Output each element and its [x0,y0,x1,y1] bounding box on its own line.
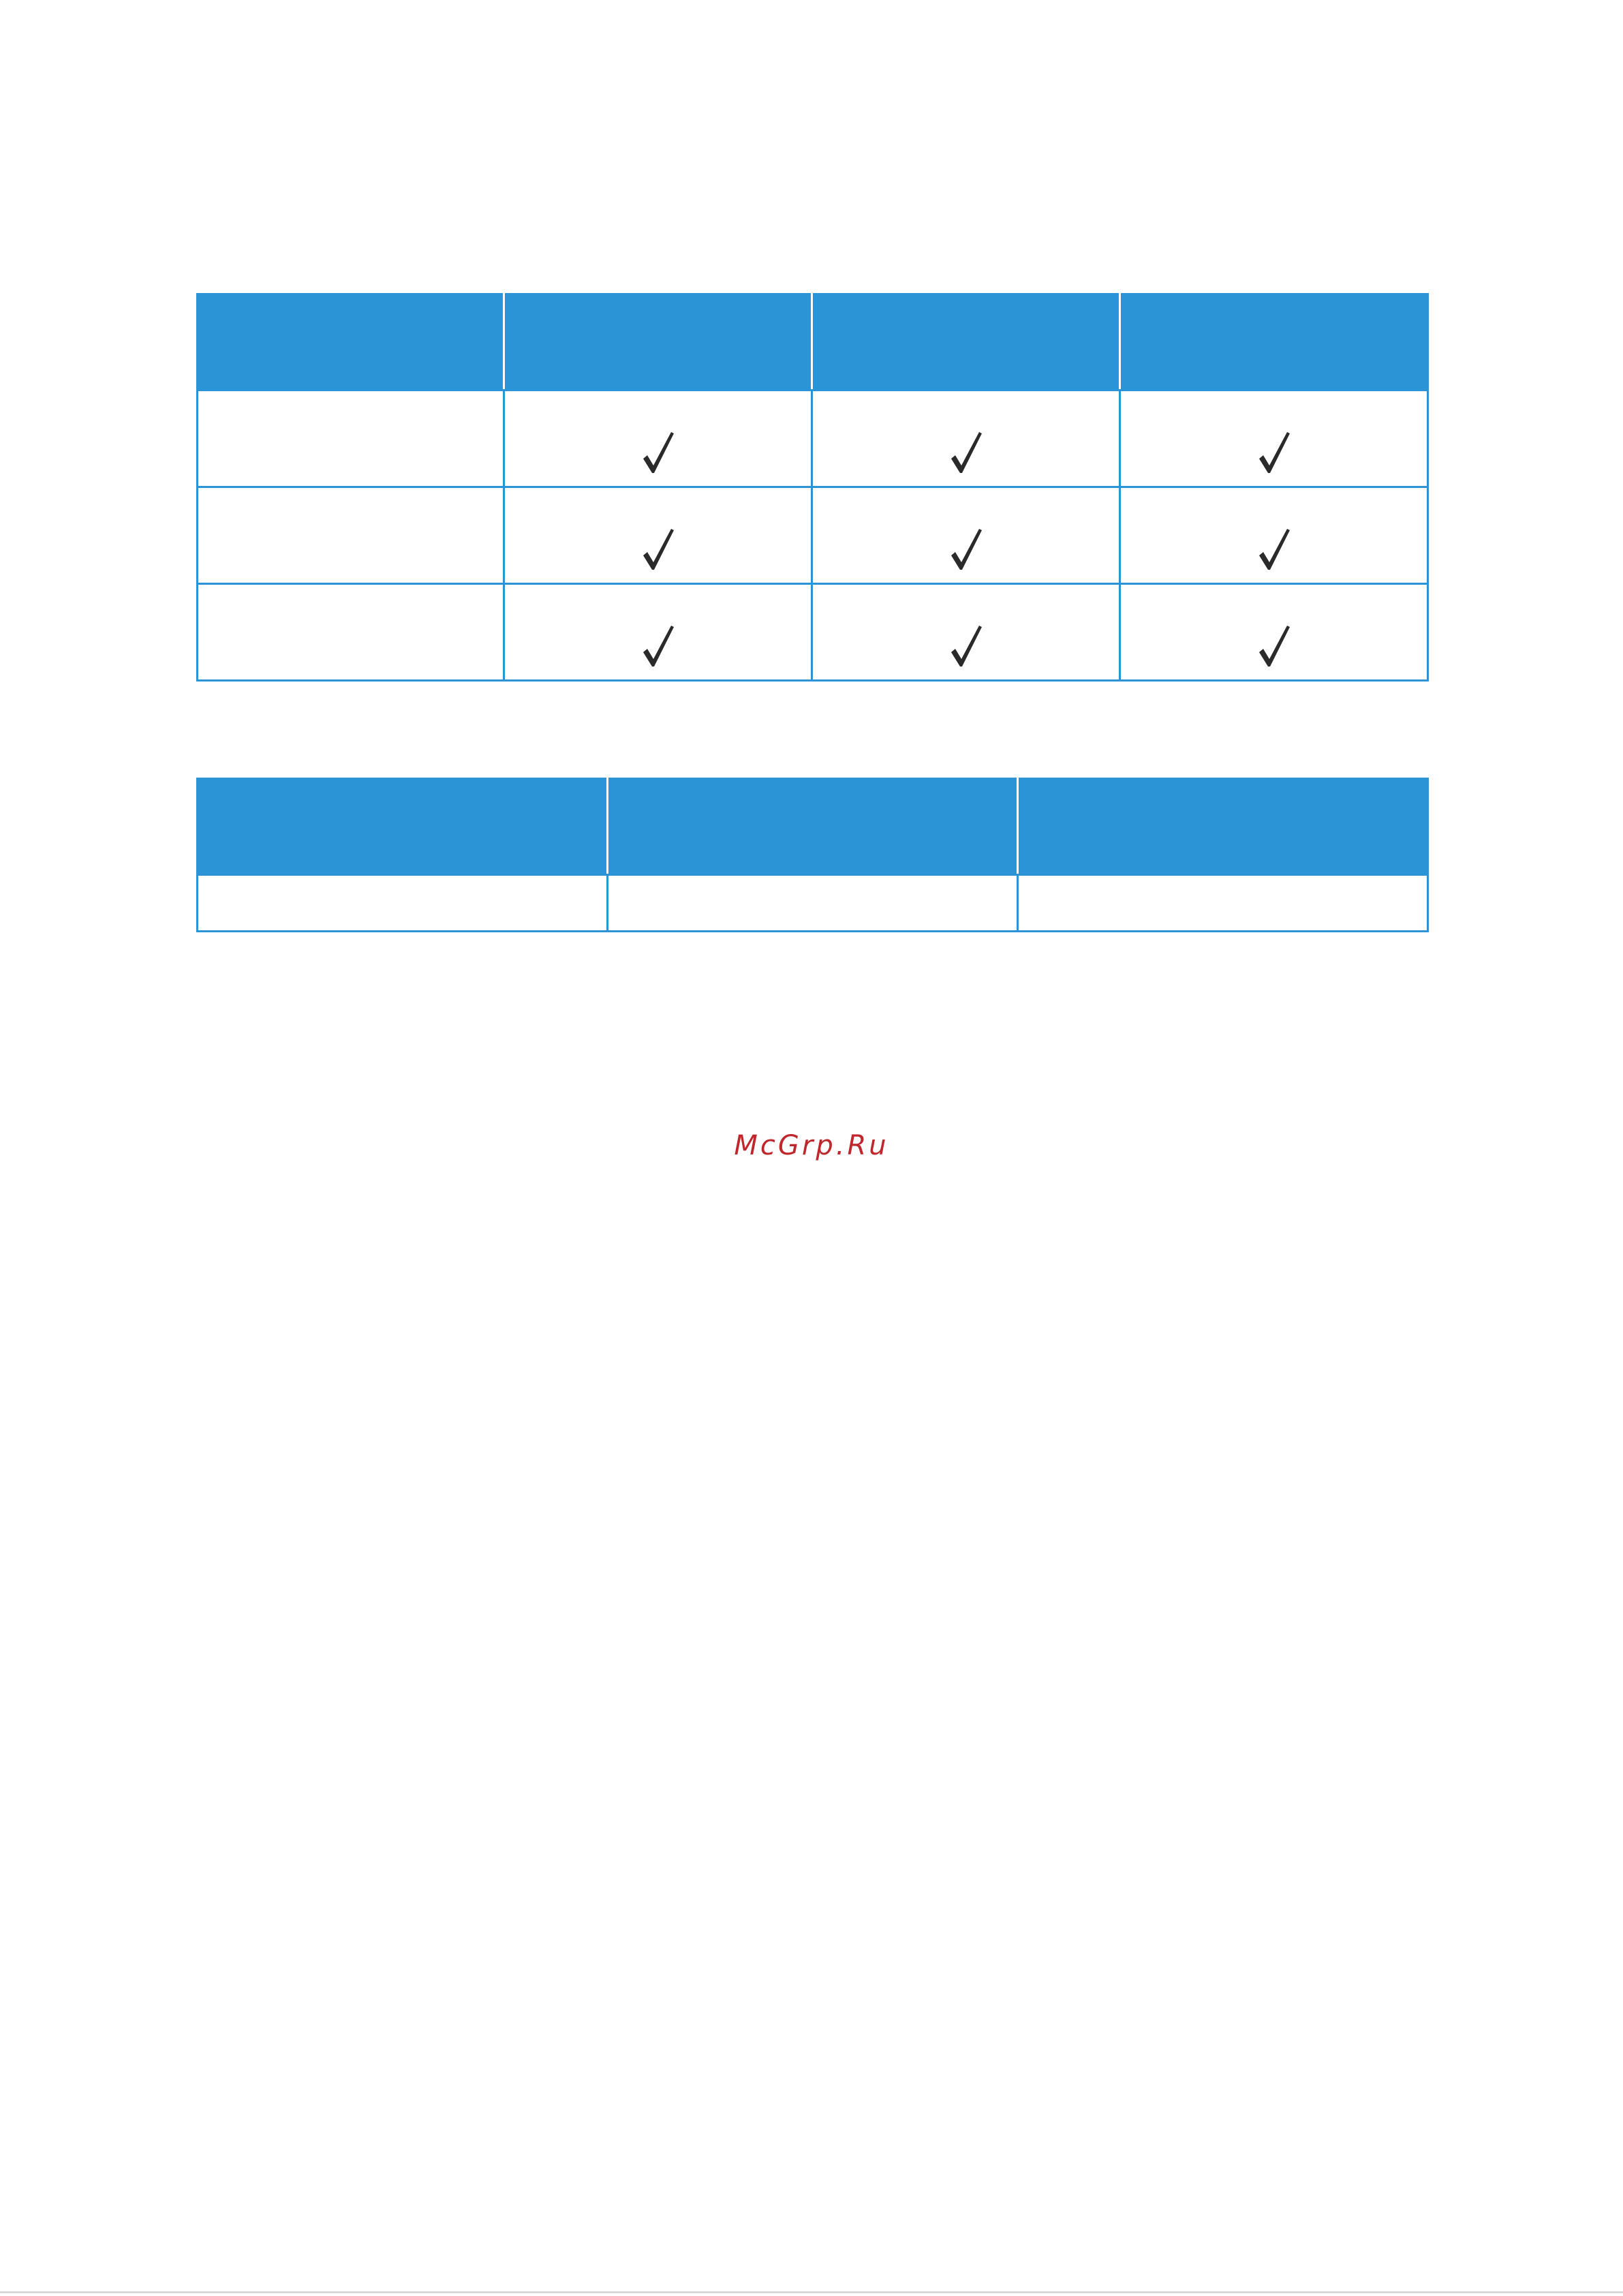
check-cell [504,391,812,487]
check-icon [640,430,676,475]
table-header-row [198,294,1428,391]
table-cell [608,875,1018,932]
check-icon [640,624,676,669]
watermark-text: McGrp.Ru [734,1130,889,1161]
check-cell [504,584,812,681]
check-icon [1256,430,1292,475]
table-row [198,391,1428,487]
row-label [198,391,504,487]
check-cell [812,487,1120,584]
table-row [198,487,1428,584]
check-icon [948,624,984,669]
header-cell [504,294,812,391]
compatibility-table [196,293,1429,682]
check-cell [812,391,1120,487]
check-cell [1120,584,1428,681]
table-row [198,875,1428,932]
header-cell [812,294,1120,391]
header-cell [198,779,608,875]
table-cell [1018,875,1428,932]
check-icon [1256,624,1292,669]
row-label [198,584,504,681]
check-icon [1256,527,1292,572]
specification-table [196,778,1429,932]
check-icon [640,527,676,572]
header-cell [198,294,504,391]
check-cell [1120,487,1428,584]
check-icon [948,527,984,572]
footer-divider [0,2291,1623,2293]
check-cell [504,487,812,584]
check-icon [948,430,984,475]
table-row [198,584,1428,681]
check-cell [812,584,1120,681]
row-label [198,487,504,584]
header-cell [608,779,1018,875]
table-header-row [198,779,1428,875]
table-cell [198,875,608,932]
header-cell [1120,294,1428,391]
check-cell [1120,391,1428,487]
header-cell [1018,779,1428,875]
